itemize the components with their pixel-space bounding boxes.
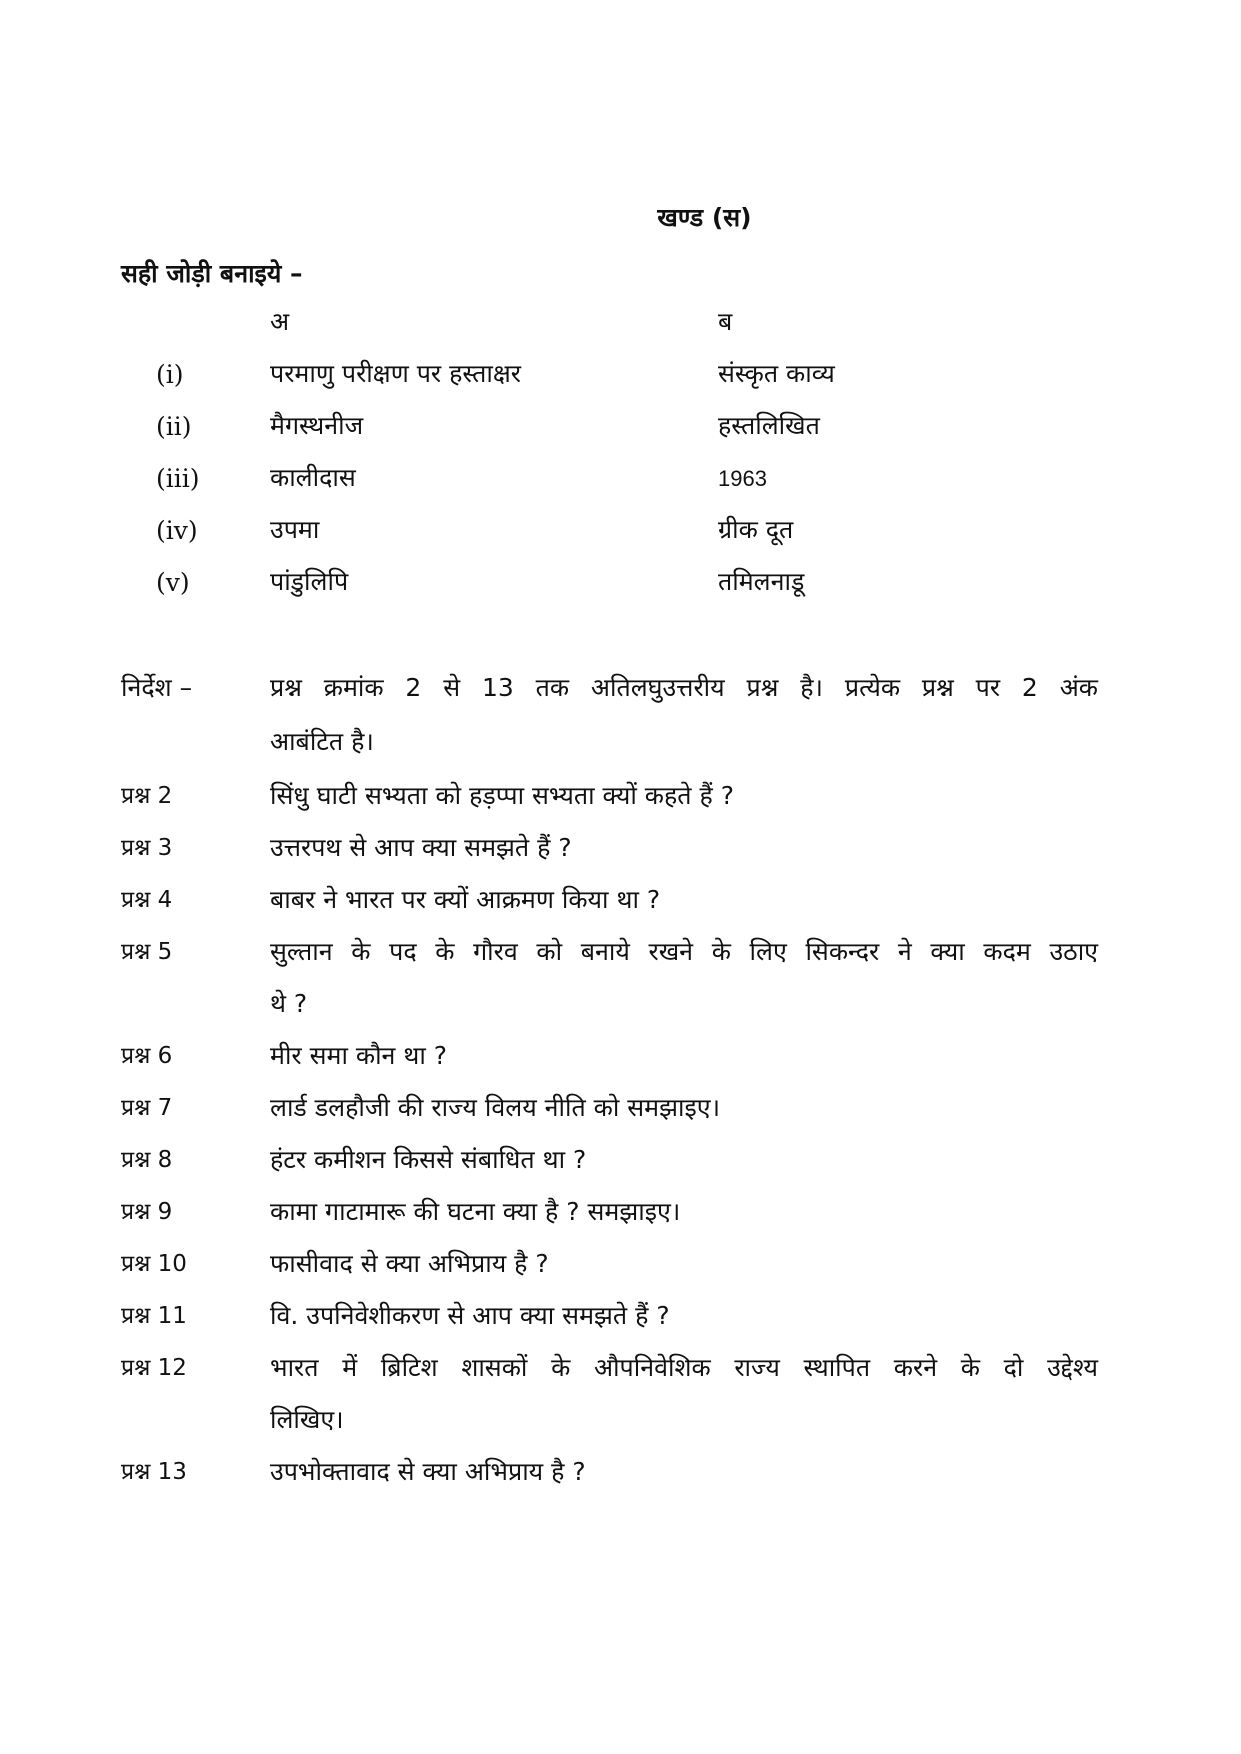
question-number: प्रश्न 11 — [121, 1303, 187, 1329]
question-text: बाबर ने भारत पर क्यों आक्रमण किया था ? — [270, 885, 661, 914]
question-row — [0, 1038, 1241, 1078]
instruction-line-2: आबंटित है। — [270, 727, 374, 756]
question-text: उपभोक्तावाद से क्या अभिप्राय है ? — [270, 1457, 586, 1486]
question-number: प्रश्न 8 — [121, 1147, 173, 1173]
question-continuation — [0, 986, 1241, 1026]
question-row — [0, 1090, 1241, 1130]
question-text: वि. उपनिवेशीकरण से आप क्या समझते हैं ? — [270, 1301, 670, 1330]
match-item-a: उपमा — [270, 515, 320, 544]
question-number: प्रश्न 7 — [121, 1095, 173, 1121]
question-row — [0, 1246, 1241, 1286]
question-row — [0, 934, 1241, 974]
question-number: प्रश्न 9 — [121, 1199, 173, 1225]
section-title: खण्ड (स) — [657, 203, 752, 232]
instruction-block — [0, 670, 1241, 710]
match-item-b: ग्रीक दूत — [718, 515, 794, 544]
question-row — [0, 778, 1241, 818]
question-number: प्रश्न 6 — [121, 1043, 173, 1069]
question-number: प्रश्न 4 — [121, 887, 173, 913]
question-text-continued: थे ? — [270, 989, 308, 1018]
question-row — [0, 1298, 1241, 1338]
column-b-label: ब — [718, 307, 733, 336]
question-number: प्रश्न 2 — [121, 783, 173, 809]
question-text: कामा गाटामारू की घटना क्या है ? समझाइए। — [270, 1197, 681, 1226]
match-heading: सही जोड़ी बनाइये – — [121, 259, 303, 288]
question-number: प्रश्न 12 — [121, 1355, 187, 1381]
question-row — [0, 1454, 1241, 1494]
question-row — [0, 1194, 1241, 1234]
match-row-number: (v) — [156, 568, 190, 597]
question-text: फासीवाद से क्या अभिप्राय है ? — [270, 1249, 549, 1278]
column-a-label: अ — [270, 307, 290, 336]
match-row-number: (i) — [156, 360, 184, 389]
question-row — [0, 882, 1241, 922]
match-item-b: संस्कृत काव्य — [718, 359, 835, 388]
question-row — [0, 1350, 1241, 1390]
question-text-continued: लिखिए। — [270, 1405, 344, 1434]
match-item-b: 1963 — [718, 466, 767, 491]
match-item-a: पांडुलिपि — [270, 567, 349, 596]
question-row — [0, 830, 1241, 870]
question-number: प्रश्न 3 — [121, 835, 173, 861]
match-row-number: (iv) — [156, 516, 198, 545]
match-item-b: तमिलनाडू — [718, 567, 805, 596]
question-text: मीर समा कौन था ? — [270, 1041, 448, 1070]
instruction-line-1: प्रश्न क्रमांक 2 से 13 तक अतिलघुउत्तरीय प्रश्न है। प्रत्येक प्रश्न पर 2 अंक — [270, 673, 1098, 702]
question-text: सुल्तान के पद के गौरव को बनाये रखने के लिए सिकन्दर ने क्या कदम उठाए — [270, 937, 1098, 966]
instruction-continuation — [0, 724, 1241, 764]
question-text: उत्तरपथ से आप क्या समझते हैं ? — [270, 833, 572, 862]
question-number: प्रश्न 13 — [121, 1459, 187, 1485]
question-continuation — [0, 1402, 1241, 1442]
question-text: भारत में ब्रिटिश शासकों के औपनिवेशिक राज्य स्थापित करने के दो उद्देश्य — [270, 1353, 1098, 1382]
question-text: हंटर कमीशन किससे संबाधित था ? — [270, 1145, 587, 1174]
instruction-label: निर्देश – — [121, 673, 193, 702]
match-item-b: हस्तलिखित — [718, 411, 820, 440]
question-row — [0, 1142, 1241, 1182]
match-item-a: परमाणु परीक्षण पर हस्ताक्षर — [270, 359, 521, 388]
match-item-a: कालीदास — [270, 463, 356, 492]
question-number: प्रश्न 5 — [121, 939, 173, 965]
question-text: लार्ड डलहौजी की राज्य विलय नीति को समझाइए। — [270, 1093, 721, 1122]
question-number: प्रश्न 10 — [121, 1251, 187, 1277]
match-row-number: (ii) — [156, 412, 192, 441]
question-text: सिंधु घाटी सभ्यता को हड़प्पा सभ्यता क्यों कहते हैं ? — [270, 781, 734, 810]
match-row-number: (iii) — [156, 464, 200, 493]
match-item-a: मैगस्थनीज — [270, 411, 364, 440]
